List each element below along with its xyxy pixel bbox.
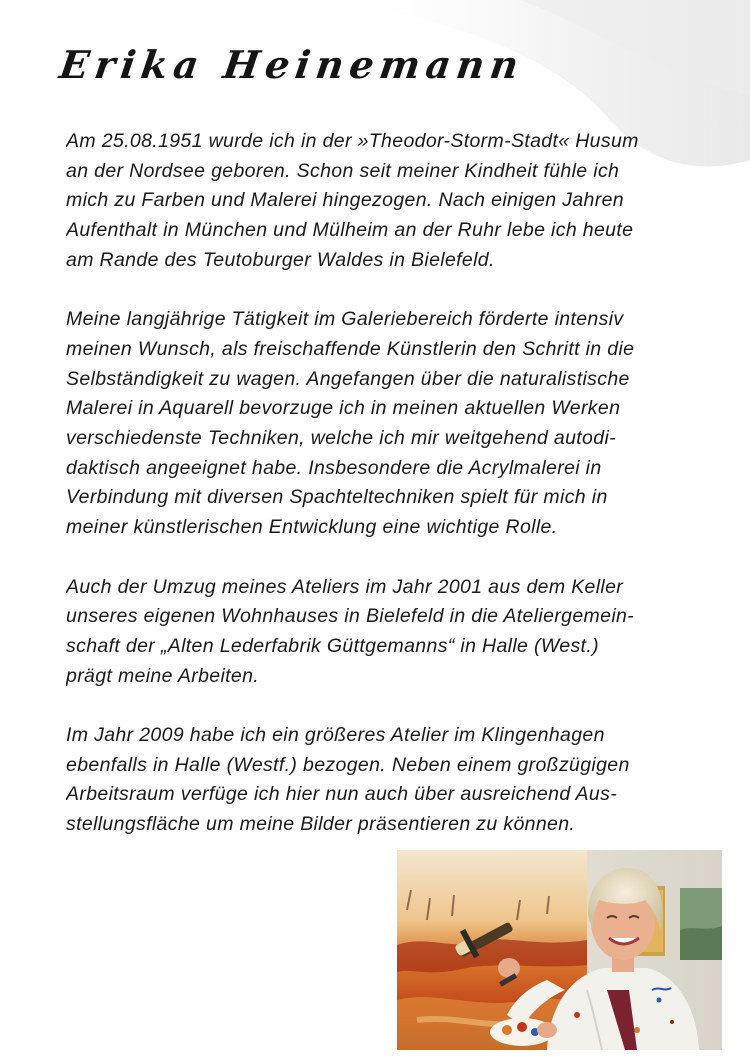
text-line: meiner künstlerischen Entwicklung eine wichtige Rolle. [66,516,558,539]
text-line: Verbindung mit diversen Spachteltechniken spielt für mich in [66,486,608,509]
text-line: stellungsfläche um meine Bilder präsentieren zu können. [66,813,576,836]
text-line: Am 25.08.1951 wurde ich in der »Theodor-Storm-Stadt« Husum [66,130,639,152]
text-line: schaft der „Alten Lederfabrik Güttgemanns“ in Halle (West.) [66,634,599,657]
paragraph-1 [66,127,696,276]
page-title: Erika Heinemann [56,42,528,87]
biography-text [66,127,696,870]
paragraph-2 [66,305,696,543]
paragraph-3 [66,573,696,692]
text-line: Selbständigkeit zu wagen. Angefangen über die naturalistische [66,367,630,390]
artist-photo [397,850,722,1050]
paragraph-4 [66,721,696,840]
text-line: verschiedenste Techniken, welche ich mir weitgehend autodi- [66,427,616,450]
text-line: Auch der Umzug meines Ateliers im Jahr 2001 aus dem Keller [66,575,624,598]
text-line: Meine langjährige Tätigkeit im Galeriebereich förderte intensiv [66,308,624,331]
text-line: daktisch angeeignet habe. Insbesondere die Acrylmalerei in [66,456,602,479]
artist-portrait-photo-icon [397,850,722,1050]
text-line: an der Nordsee geboren. Schon seit meiner Kindheit fühle ich [66,159,620,182]
text-line: Malerei in Aquarell bevorzuge ich in meinen aktuellen Werken [66,397,621,420]
text-line: am Rande des Teutoburger Waldes in Bielefeld. [66,248,495,271]
text-line: mich zu Farben und Malerei hingezogen. Nach einigen Jahren [66,189,624,212]
text-line: Im Jahr 2009 habe ich ein größeres Atelier im Klingenhagen [66,724,605,747]
text-line: ebenfalls in Halle (Westf.) bezogen. Neben einem großzügigen [66,753,630,776]
text-line: Aufenthalt in München und Mülheim an der Ruhr lebe ich heute [66,219,634,242]
text-line: unseres eigenen Wohnhauses in Bielefeld in die Ateliergemein- [66,605,635,628]
text-line: prägt meine Arbeiten. [66,664,260,687]
text-line: meinen Wunsch, als freischaffende Künstlerin den Schritt in die [66,337,635,360]
text-line: Arbeitsraum verfüge ich hier nun auch über ausreichend Aus- [66,783,618,806]
